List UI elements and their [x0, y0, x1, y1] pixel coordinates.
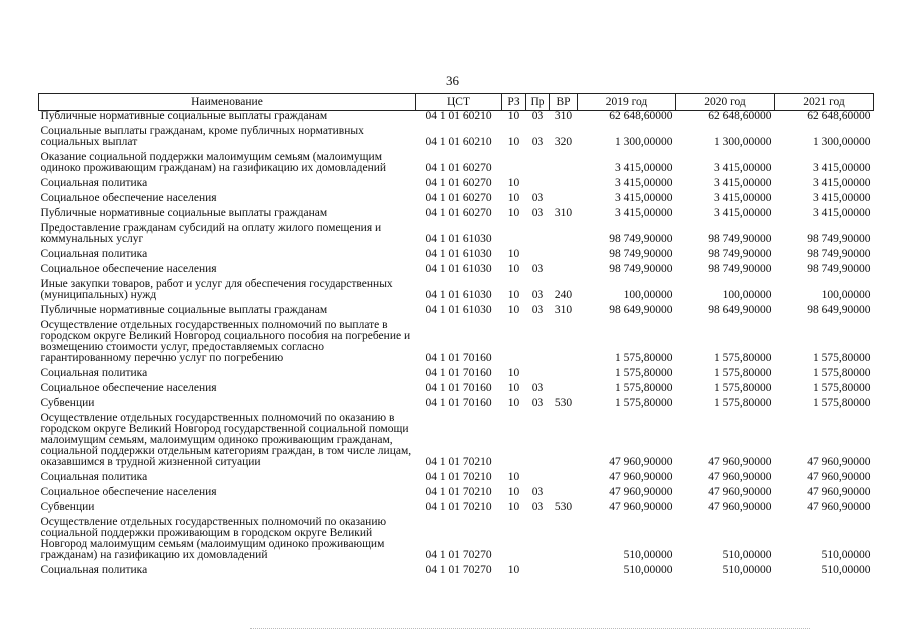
row-vr-cell — [550, 219, 578, 245]
row-2019-cell: 47 960,90000 — [609, 486, 673, 498]
table-row — [39, 122, 874, 148]
row-2021-cell: 1 575,80000 — [813, 382, 871, 394]
table-body — [39, 111, 874, 577]
row-2019-cell: 1 575,80000 — [615, 397, 673, 409]
row-name-cell: Предоставление гражданам субсидий на оплату жилого помещения и коммунальных услуг — [40, 222, 382, 245]
header-rz: РЗ — [502, 94, 526, 111]
row-rz-cell: 10 — [507, 304, 520, 316]
row-2020-cell: 47 960,90000 — [708, 456, 772, 468]
header-name: Наименование — [39, 94, 416, 111]
row-rz-cell: 10 — [507, 486, 520, 498]
row-2021-cell: 100,00000 — [821, 289, 871, 301]
row-rz-cell — [502, 316, 526, 364]
table-row — [39, 301, 874, 316]
row-cst-cell: 04 1 01 70270 — [425, 564, 492, 576]
row-pr-cell — [526, 561, 550, 576]
row-2019-cell: 100,00000 — [623, 289, 673, 301]
row-vr-cell — [550, 316, 578, 364]
row-cst-cell: 04 1 01 60270 — [425, 162, 492, 174]
row-2019-cell: 98 749,90000 — [609, 263, 673, 275]
row-rz-cell: 10 — [507, 207, 520, 219]
row-2019-cell: 47 960,90000 — [609, 501, 673, 513]
header-2020: 2020 год — [676, 94, 775, 111]
row-vr-cell — [550, 468, 578, 483]
row-name-cell: Социальное обеспечение населения — [40, 192, 217, 204]
row-2021-cell: 3 415,00000 — [813, 207, 871, 219]
table-row — [39, 513, 874, 561]
table-row — [39, 260, 874, 275]
row-2020-cell: 1 575,80000 — [714, 367, 772, 379]
row-2021-cell: 1 575,80000 — [813, 352, 871, 364]
row-vr-cell: 530 — [554, 397, 573, 409]
row-cst-cell: 04 1 01 70160 — [425, 397, 492, 409]
row-name-cell: Публичные нормативные социальные выплаты гражданам — [40, 110, 328, 122]
row-cst-cell: 04 1 01 60270 — [425, 177, 492, 189]
row-name-cell: Субвенции — [40, 397, 95, 409]
row-name-cell: Социальная политика — [40, 564, 148, 576]
row-rz-cell: 10 — [507, 382, 520, 394]
row-2020-cell: 100,00000 — [722, 289, 772, 301]
row-2019-cell: 510,00000 — [623, 564, 673, 576]
row-name-cell: Социальная политика — [40, 248, 148, 260]
row-cst-cell: 04 1 01 70270 — [425, 549, 492, 561]
row-2021-cell: 62 648,60000 — [807, 110, 871, 122]
row-vr-cell — [550, 483, 578, 498]
row-2021-cell: 47 960,90000 — [807, 486, 871, 498]
row-rz-cell: 10 — [507, 110, 520, 122]
row-name-cell: Социальная политика — [40, 367, 148, 379]
row-2020-cell: 98 749,90000 — [708, 233, 772, 245]
row-name-cell: Социальное обеспечение населения — [40, 263, 217, 275]
header-2021: 2021 год — [775, 94, 874, 111]
table-row — [39, 219, 874, 245]
row-pr-cell: 03 — [531, 207, 544, 219]
row-vr-cell — [550, 174, 578, 189]
row-cst-cell: 04 1 01 61030 — [425, 304, 492, 316]
row-vr-cell — [550, 379, 578, 394]
row-2020-cell: 98 749,90000 — [708, 263, 772, 275]
row-vr-cell: 310 — [554, 304, 573, 316]
row-cst-cell: 04 1 01 61030 — [425, 248, 492, 260]
row-2020-cell: 98 649,90000 — [708, 304, 772, 316]
row-cst-cell: 04 1 01 70160 — [425, 367, 492, 379]
row-2019-cell: 98 649,90000 — [609, 304, 673, 316]
row-pr-cell: 03 — [531, 110, 544, 122]
row-pr-cell — [526, 316, 550, 364]
row-2020-cell: 3 415,00000 — [714, 192, 772, 204]
row-2020-cell: 3 415,00000 — [714, 207, 772, 219]
row-2021-cell: 510,00000 — [821, 564, 871, 576]
table-row — [39, 561, 874, 576]
row-2021-cell: 3 415,00000 — [813, 192, 871, 204]
row-vr-cell — [550, 561, 578, 576]
row-2019-cell: 3 415,00000 — [615, 177, 673, 189]
row-2020-cell: 62 648,60000 — [708, 110, 772, 122]
table-header-row — [39, 94, 874, 111]
row-vr-cell — [550, 189, 578, 204]
row-rz-cell: 10 — [507, 564, 520, 576]
row-rz-cell — [502, 513, 526, 561]
row-pr-cell — [526, 513, 550, 561]
row-cst-cell: 04 1 01 61030 — [425, 263, 492, 275]
row-cst-cell: 04 1 01 61030 — [425, 289, 492, 301]
row-cst-cell: 04 1 01 70160 — [425, 352, 492, 364]
row-2019-cell: 1 575,80000 — [615, 367, 673, 379]
table-row — [39, 148, 874, 174]
row-rz-cell: 10 — [507, 248, 520, 260]
row-pr-cell — [526, 468, 550, 483]
row-vr-cell — [550, 364, 578, 379]
row-2019-cell: 3 415,00000 — [615, 192, 673, 204]
row-rz-cell: 10 — [507, 397, 520, 409]
row-pr-cell: 03 — [531, 289, 544, 301]
row-2019-cell: 47 960,90000 — [609, 471, 673, 483]
row-cst-cell: 04 1 01 70210 — [425, 486, 492, 498]
row-rz-cell: 10 — [507, 501, 520, 513]
row-cst-cell: 04 1 01 60270 — [425, 207, 492, 219]
row-2019-cell: 1 300,00000 — [615, 136, 673, 148]
header-cst: ЦСТ — [416, 94, 502, 111]
scan-artifact-line — [250, 628, 810, 633]
row-rz-cell: 10 — [507, 367, 520, 379]
row-2019-cell: 62 648,60000 — [609, 110, 673, 122]
row-rz-cell: 10 — [507, 289, 520, 301]
row-cst-cell: 04 1 01 61030 — [425, 233, 492, 245]
row-rz-cell — [502, 219, 526, 245]
row-vr-cell: 310 — [554, 207, 573, 219]
row-2020-cell: 510,00000 — [722, 564, 772, 576]
row-2019-cell: 510,00000 — [623, 549, 673, 561]
row-2020-cell: 47 960,90000 — [708, 486, 772, 498]
row-2021-cell: 510,00000 — [821, 549, 871, 561]
table-row — [39, 245, 874, 260]
row-2020-cell: 47 960,90000 — [708, 471, 772, 483]
row-pr-cell: 03 — [531, 501, 544, 513]
row-cst-cell: 04 1 01 60270 — [425, 192, 492, 204]
row-rz-cell — [502, 148, 526, 174]
row-vr-cell — [550, 260, 578, 275]
table-row — [39, 189, 874, 204]
row-vr-cell: 320 — [554, 136, 573, 148]
page-number: 36 — [446, 73, 459, 88]
row-name-cell: Публичные нормативные социальные выплаты гражданам — [40, 304, 328, 316]
row-2021-cell: 47 960,90000 — [807, 471, 871, 483]
row-cst-cell: 04 1 01 70210 — [425, 456, 492, 468]
row-2019-cell: 98 749,90000 — [609, 248, 673, 260]
row-rz-cell: 10 — [507, 177, 520, 189]
row-2020-cell: 510,00000 — [722, 549, 772, 561]
row-cst-cell: 04 1 01 70210 — [425, 471, 492, 483]
row-vr-cell — [550, 148, 578, 174]
row-vr-cell: 530 — [554, 501, 573, 513]
row-2021-cell: 47 960,90000 — [807, 501, 871, 513]
table-row — [39, 468, 874, 483]
table-row — [39, 364, 874, 379]
header-2019: 2019 год — [578, 94, 676, 111]
row-vr-cell: 240 — [554, 289, 573, 301]
row-2019-cell: 1 575,80000 — [615, 352, 673, 364]
row-name-cell: Оказание социальной поддержки малоимущим семьям (малоимущим одиноко проживающим гражданам) на газификацию их домовладений — [40, 151, 387, 174]
row-pr-cell: 03 — [531, 382, 544, 394]
row-cst-cell: 04 1 01 60210 — [425, 136, 492, 148]
row-name-cell: Социальные выплаты гражданам, кроме публичных нормативных социальных выплат — [40, 125, 364, 148]
table-row — [39, 111, 874, 123]
row-name-cell: Субвенции — [40, 501, 95, 513]
row-2021-cell: 98 749,90000 — [807, 263, 871, 275]
row-pr-cell — [526, 409, 550, 468]
row-2021-cell: 98 749,90000 — [807, 248, 871, 260]
row-rz-cell — [502, 409, 526, 468]
row-2019-cell: 47 960,90000 — [609, 456, 673, 468]
row-cst-cell: 04 1 01 70160 — [425, 382, 492, 394]
table-row — [39, 409, 874, 468]
row-pr-cell: 03 — [531, 136, 544, 148]
row-2020-cell: 1 575,80000 — [714, 382, 772, 394]
row-2020-cell: 3 415,00000 — [714, 162, 772, 174]
row-name-cell: Публичные нормативные социальные выплаты гражданам — [40, 207, 328, 219]
row-pr-cell — [526, 245, 550, 260]
table-row — [39, 498, 874, 513]
row-cst-cell: 04 1 01 60210 — [425, 110, 492, 122]
row-2019-cell: 98 749,90000 — [609, 233, 673, 245]
row-pr-cell: 03 — [531, 263, 544, 275]
row-2020-cell: 1 575,80000 — [714, 352, 772, 364]
row-2021-cell: 1 575,80000 — [813, 397, 871, 409]
row-vr-cell: 310 — [554, 110, 573, 122]
row-2019-cell: 3 415,00000 — [615, 207, 673, 219]
header-pr: Пр — [526, 94, 550, 111]
row-2021-cell: 1 300,00000 — [813, 136, 871, 148]
row-pr-cell — [526, 364, 550, 379]
row-pr-cell: 03 — [531, 192, 544, 204]
row-pr-cell: 03 — [531, 486, 544, 498]
row-rz-cell: 10 — [507, 263, 520, 275]
row-2019-cell: 3 415,00000 — [615, 162, 673, 174]
table-row — [39, 275, 874, 301]
row-pr-cell — [526, 174, 550, 189]
table-row — [39, 316, 874, 364]
table-row — [39, 204, 874, 219]
table-row — [39, 174, 874, 189]
row-rz-cell: 10 — [507, 471, 520, 483]
row-pr-cell: 03 — [531, 397, 544, 409]
row-rz-cell: 10 — [507, 192, 520, 204]
row-name-cell: Иные закупки товаров, работ и услуг для обеспечения государственных (муниципальных) нужд — [40, 278, 393, 301]
budget-table — [38, 93, 874, 576]
row-2020-cell: 1 300,00000 — [714, 136, 772, 148]
row-name-cell: Социальное обеспечение населения — [40, 382, 217, 394]
row-2021-cell: 1 575,80000 — [813, 367, 871, 379]
table-row — [39, 379, 874, 394]
row-2021-cell: 3 415,00000 — [813, 162, 871, 174]
row-pr-cell — [526, 219, 550, 245]
row-name-cell: Осуществление отдельных государственных полномочий по выплате в городском округе Великий Новгород социального пособия на погребение и возмещению стоимости услуг, предоставляемых согласно гарантированному перечню услуг по погребению — [40, 319, 411, 364]
table-row — [39, 483, 874, 498]
row-2020-cell: 3 415,00000 — [714, 177, 772, 189]
row-pr-cell — [526, 148, 550, 174]
table-row — [39, 394, 874, 409]
row-name-cell: Осуществление отдельных государственных полномочий по оказанию социальной поддержки проживающим в городском округе Великий Новгород малоимущим семьям (малоимущим одиноко проживающим гражданам) на газификацию их домовладений — [40, 516, 387, 561]
row-2021-cell: 47 960,90000 — [807, 456, 871, 468]
row-2020-cell: 98 749,90000 — [708, 248, 772, 260]
row-pr-cell: 03 — [531, 304, 544, 316]
row-rz-cell: 10 — [507, 136, 520, 148]
row-2021-cell: 3 415,00000 — [813, 177, 871, 189]
row-2020-cell: 47 960,90000 — [708, 501, 772, 513]
row-2021-cell: 98 649,90000 — [807, 304, 871, 316]
row-name-cell: Социальное обеспечение населения — [40, 486, 217, 498]
header-vr: ВР — [550, 94, 578, 111]
row-2021-cell: 98 749,90000 — [807, 233, 871, 245]
row-name-cell: Осуществление отдельных государственных полномочий по оказанию в городском округе Великий Новгород государственной социальной помощи малоимущим семьям, малоимущим одиноко проживающим гражданам, социальной поддержки отдельным категориям граждан, в том числе лицам, оказавшимся в трудной жизненной ситуации — [40, 412, 412, 468]
row-name-cell: Социальная политика — [40, 177, 148, 189]
row-vr-cell — [550, 513, 578, 561]
row-vr-cell — [550, 409, 578, 468]
budget-table-container — [38, 93, 873, 576]
row-name-cell: Социальная политика — [40, 471, 148, 483]
row-vr-cell — [550, 245, 578, 260]
row-2020-cell: 1 575,80000 — [714, 397, 772, 409]
row-cst-cell: 04 1 01 70210 — [425, 501, 492, 513]
row-2019-cell: 1 575,80000 — [615, 382, 673, 394]
